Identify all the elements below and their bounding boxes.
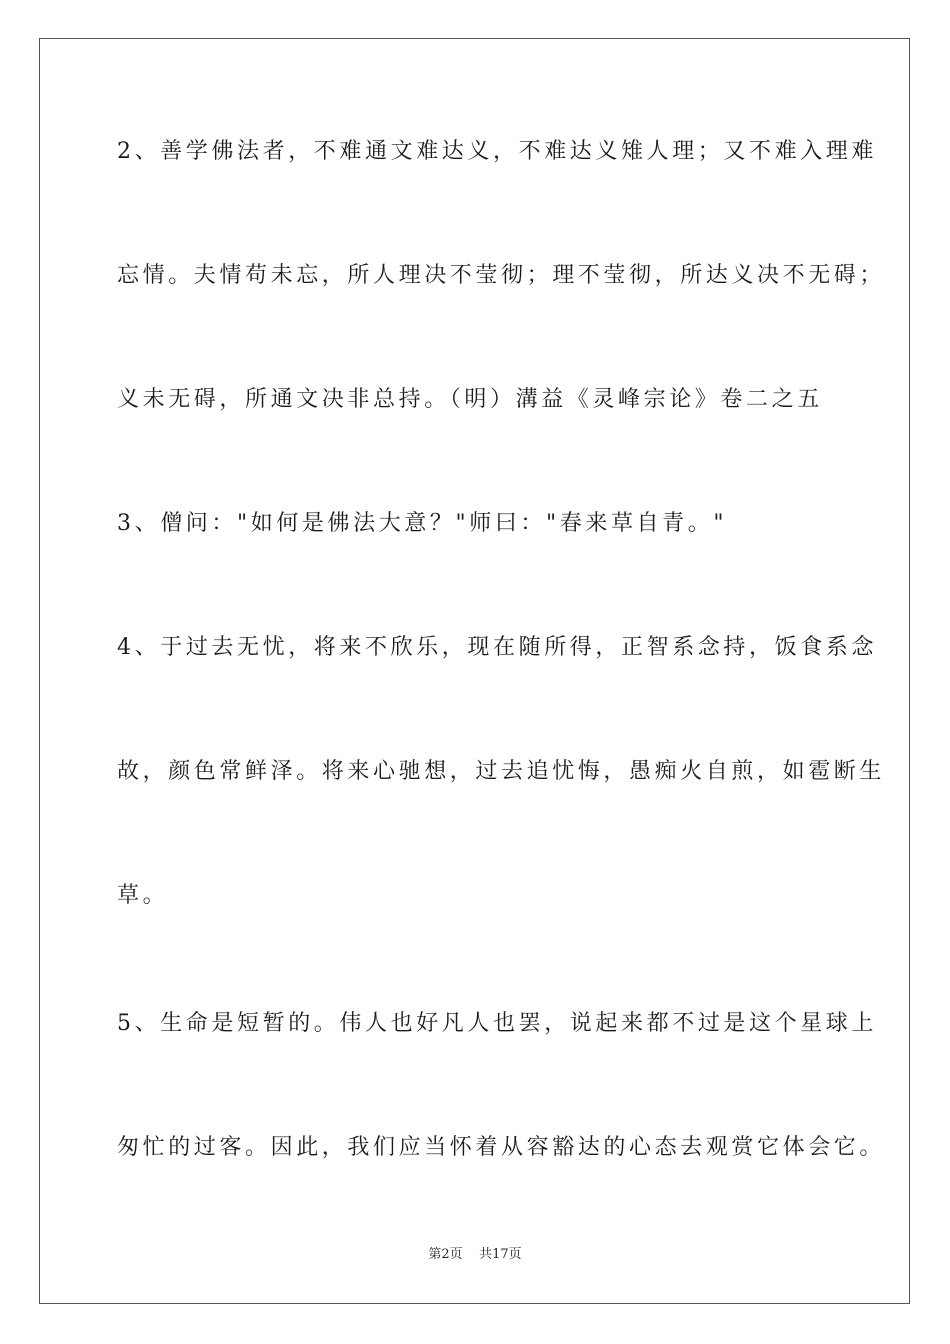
text-line: 忘情。夫情苟未忘，所人理决不莹彻；理不莹彻，所达义决不无碍； [117, 263, 886, 288]
page-border [39, 38, 910, 1304]
page-total: 共17页 [479, 1247, 522, 1262]
page-number: 第2页 [428, 1247, 463, 1262]
text-line: 5、生命是短暂的。伟人也好凡人也罢，说起来都不过是这个星球上 [117, 1011, 877, 1036]
text-line: 义未无碍，所通文决非总持。（明）溝益《灵峰宗论》卷二之五 [117, 387, 823, 412]
page-footer [0, 1246, 950, 1264]
text-line: 草。 [117, 883, 169, 908]
text-line: 2、善学佛法者，不难通文难达义，不难达义雉人理；又不难入理难 [117, 139, 877, 164]
text-line: 3、僧问："如何是佛法大意？"师曰："春来草自青。" [117, 511, 728, 536]
text-line: 匆忙的过客。因此，我们应当怀着从容豁达的心态去观赏它体会它。 [117, 1135, 886, 1160]
text-line: 4、于过去无忧，将来不欣乐，现在随所得，正智系念持，饭食系念 [117, 635, 877, 660]
text-line: 故，颜色常鲜泽。将来心驰想，过去追忧悔，愚痴火自煎，如雹断生 [117, 759, 886, 784]
